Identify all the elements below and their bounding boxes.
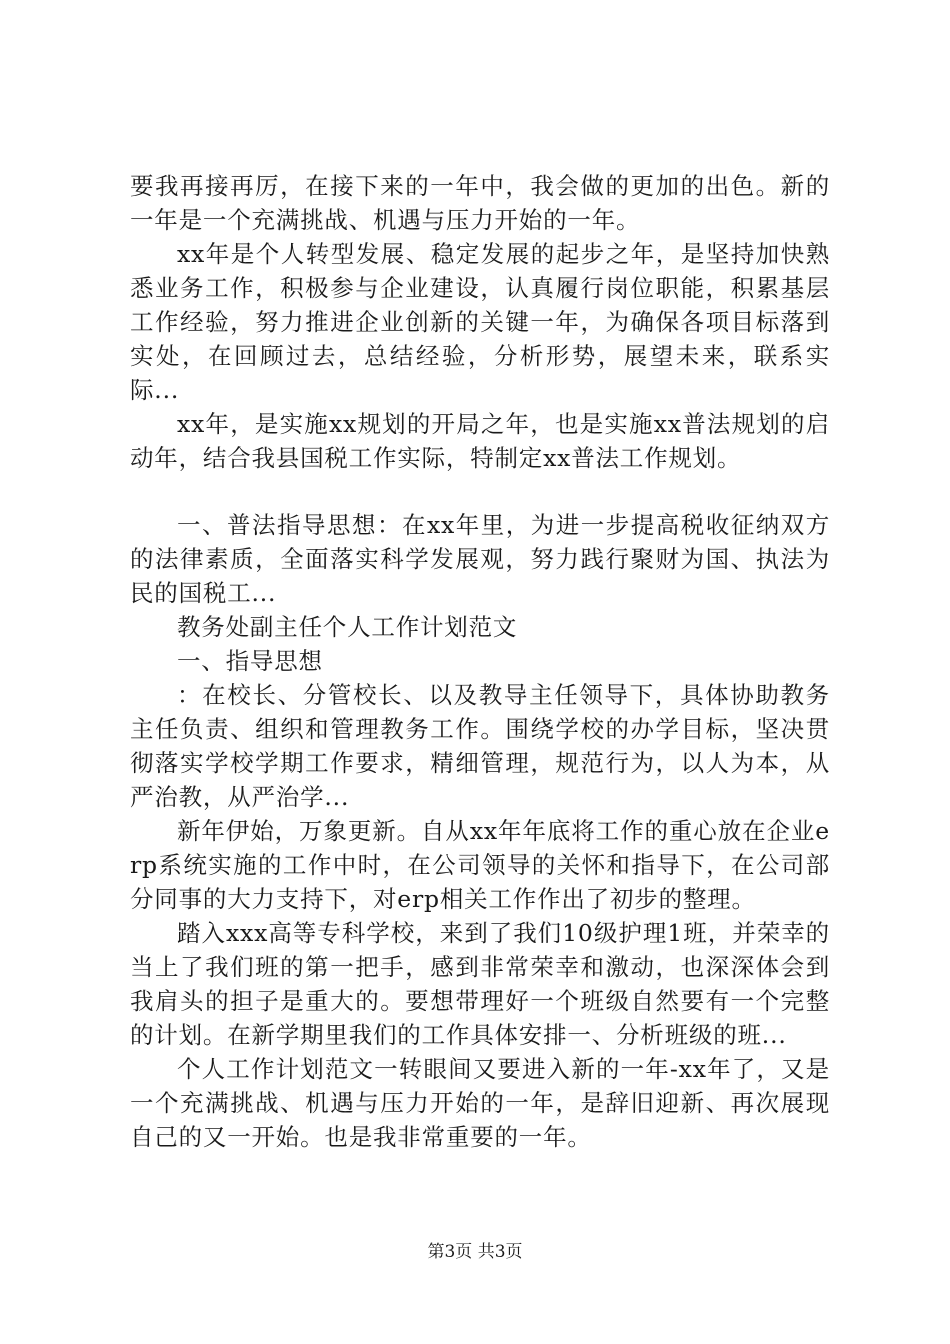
section-subheading-guiding-thought: 一、指导思想 (177, 647, 323, 675)
document-body (130, 169, 830, 1154)
paragraph-class-monitor: 踏入xxx高等专科学校，来到了我们10级护理1班，并荣幸的当上了我们班的第一把手，感到非常荣幸和激动，也深深体会到我肩头的担子是重大的。要想带理好一个班级自然要有一个完整的计划。在新学期里我们的工作具体安排一、分析班级的班... (130, 919, 830, 1049)
paragraph-law-plan-intro: xx年，是实施xx规划的开局之年，也是实施xx普法规划的启动年，结合我县国税工作实际，特制定xx普法工作规划。 (130, 410, 830, 472)
paragraph-academic-duties: ：在校长、分管校长、以及教导主任领导下，具体协助教务主任负责、组织和管理教务工作。围绕学校的办学目标，坚决贯彻落实学校学期工作要求，精细管理，规范行为，以人为本，从严治教，从严治学... (130, 681, 830, 811)
page-number-footer: 第3页 共3页 (427, 1242, 523, 1262)
section-heading-academic-affairs: 教务处副主任个人工作计划范文 (177, 613, 518, 641)
paragraph-law-guiding-thought: 一、普法指导思想：在xx年里，为进一步提高税收征纳双方的法律素质，全面落实科学发展观，努力践行聚财为国、执法为民的国税工... (130, 511, 830, 607)
paragraph-new-year-plan: 个人工作计划范文一转眼间又要进入新的一年-xx年了，又是一个充满挑战、机遇与压力开始的一年，是辞旧迎新、再次展现自己的又一开始。也是我非常重要的一年。 (130, 1055, 830, 1151)
paragraph-continuation: 要我再接再厉，在接下来的一年中，我会做的更加的出色。新的一年是一个充满挑战、机遇与压力开始的一年。 (130, 172, 830, 234)
paragraph-xx-year-transformation: xx年是个人转型发展、稳定发展的起步之年，是坚持加快熟悉业务工作，积极参与企业建设，认真履行岗位职能，积累基层工作经验，努力推进企业创新的关键一年，为确保各项目标落到实处，在回顾过去，总结经验，分析形势，展望未来，联系实际... (130, 240, 830, 404)
paragraph-erp-work: 新年伊始，万象更新。自从xx年年底将工作的重心放在企业erp系统实施的工作中时，在公司领导的关怀和指导下，在公司部分同事的大力支持下，对erp相关工作作出了初步的整理。 (130, 817, 830, 913)
